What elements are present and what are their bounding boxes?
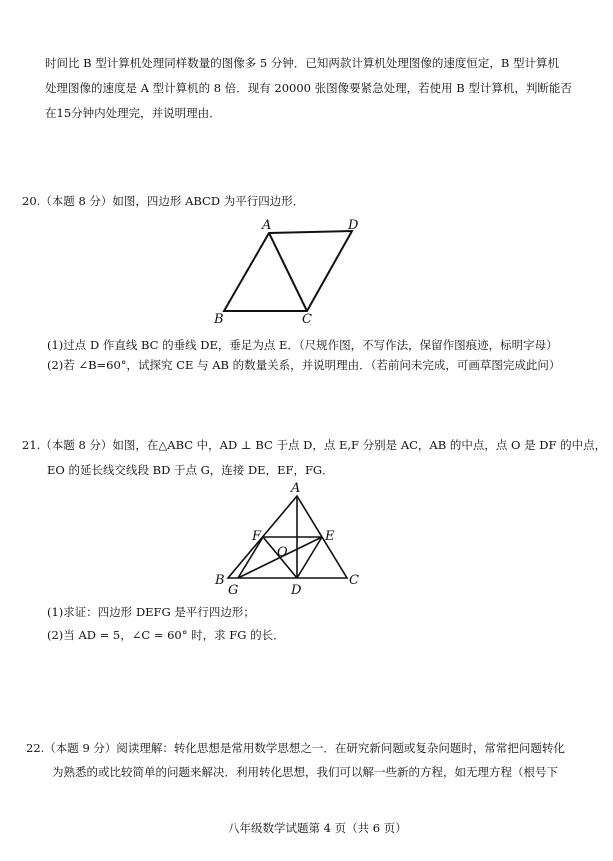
q20-parallelogram-lines (224, 231, 352, 311)
q20-label-c: C (302, 312, 312, 327)
q21-triangle-lines (228, 496, 347, 578)
intro-line-3: 在15分钟内处理完，并说明理由． (45, 106, 221, 120)
intro-line-2: 处理图像的速度是 A 型计算机的 8 倍．现有 20000 张图像要紧急处理，若使用 B 型计算机，判断能否 (45, 81, 572, 95)
q21-part-1: (1)求证：四边形 DEFG 是平行四边形； (47, 605, 255, 619)
q20-parallelogram-abcd (224, 231, 352, 311)
q21-label-e: E (325, 529, 335, 544)
q21-label-d: D (291, 583, 302, 598)
q21-label-c: C (349, 573, 359, 588)
q21-header: 21.（本题 8 分）如图，在△ABC 中，AD ⊥ BC 于点 D，点 E,F 分别是 AC，AB 的中点，点 O 是 DF 的中点， (22, 438, 607, 452)
q21-label-g: G (228, 583, 239, 598)
q21-segment-ed (297, 537, 322, 578)
q20-header: 20.（本题 8 分）如图，四边形 ABCD 为平行四边形． (22, 194, 305, 208)
q21-label-f: F (252, 529, 262, 544)
q21-segment-fd (263, 537, 297, 578)
q21-part-2: (2)当 AD = 5，∠C = 60° 时，求 FG 的长． (47, 628, 285, 642)
q21-segment-fg (238, 537, 263, 578)
q22-header: 22.（本题 9 分）阅读理解：转化思想是常用数学思想之一．在研究新问题或复杂问题时，常常把问题转化 (26, 741, 565, 755)
q21-label-b: B (215, 573, 225, 588)
q20-part-2: (2)若 ∠B=60°，试探究 CE 与 AB 的数量关系，并说明理由．（若前问未完成，可画草图完成此问） (47, 358, 561, 372)
q22-line-2: 为熟悉的或比较简单的问题来解决．利用转化思想，我们可以解一些新的方程，如无理方程（根号下 (52, 765, 558, 779)
q20-label-b: B (214, 312, 224, 327)
q20-part-1: (1)过点 D 作直线 BC 的垂线 DE，垂足为点 E．（尺规作图，不写作法，保留作图痕迹，标明字母） (47, 338, 558, 352)
intro-line-1: 时间比 B 型计算机处理同样数量的图像多 5 分钟．已知两款计算机处理图像的速度恒定，B 型计算机 (45, 56, 559, 70)
q20-diagonal-ac (269, 233, 307, 311)
q20-label-a: A (262, 218, 272, 233)
q21-line-2: EO 的延长线交线段 BD 于点 G，连接 DE，EF，FG． (47, 463, 334, 477)
q20-label-d: D (348, 218, 359, 233)
q21-segment-eg (238, 537, 322, 578)
page-footer: 八年级数学试题第 4 页（共 6 页） (228, 821, 407, 835)
q21-triangle-abc (228, 496, 347, 578)
q21-label-a: A (291, 481, 301, 496)
q21-label-o: O (277, 545, 288, 560)
